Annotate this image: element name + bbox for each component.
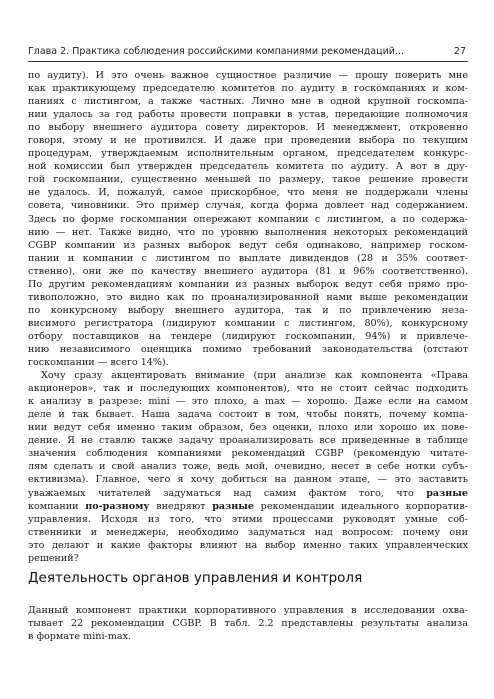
text-line: нию — нет. Также видно, что по уровню выполнения некоторых рекомендаций: [28, 226, 468, 238]
header-rule: [28, 61, 468, 62]
text-line: по выбору внешнего аудитора совету директоров. И менеджмент, откровенно: [28, 122, 468, 134]
bold-term: разные: [212, 500, 254, 512]
text-line: тивоположно, это видно как по проанализированной нами выше рекомендации: [28, 291, 468, 303]
page-number: 27: [453, 46, 466, 57]
text-fragment: внедряют: [156, 500, 206, 512]
text-line: говоря, этому и не противился. И даже при проведении выбора по текущим: [28, 135, 468, 147]
text-line: ственно), они же по качеству внешнего аудитора (81 и 96% соответственно).: [28, 265, 468, 277]
text-line: нии удалось за год работы провести поправки в устав, передающие полномочия: [28, 109, 468, 121]
text-line: паниях с листингом, а также частных. Лично мне в одной крупной госкомпа-: [28, 96, 468, 108]
chapter-title: Глава 2. Практика соблюдения российскими компаниями рекомендаций...: [28, 46, 404, 57]
text-line: акционеров», так и последующих компонентов), что не стоит сейчас подходить: [28, 383, 468, 395]
text-line: Хочу сразу акцентировать внимание (при анализе как компонента «Права: [41, 370, 468, 382]
text-line: лям сделать и свой анализ тоже, ведь мой, очевидно, несет в себе нотки субъ-: [28, 461, 468, 473]
text-line: по аудиту). И это очень важное сущностное различие — прошу поверить мне: [28, 70, 468, 81]
text-line: управления. Исходя из того, что этими процессами руководят умные соб-: [28, 513, 468, 525]
text-line: отбору поставщиков на тендере (лидируют госкомпании, 94%) и привлече-: [28, 330, 468, 342]
text-line: значения соблюдения компаниями рекомендаций CGBP (рекомендую читате-: [28, 448, 468, 460]
text-line: пании и компании с листингом по выплате дивидендов (28 и 35% соответ-: [28, 252, 468, 264]
text-line: не удалось. И, пожалуй, самое прискорбное, что меня не поддержали члены: [28, 187, 468, 199]
text-line: гой госкомпании, существенно меньшей по размеру, такое решение провести: [28, 174, 468, 186]
paragraph-2: [28, 369, 468, 565]
text-line: в формате mini-max.: [28, 631, 132, 643]
text-line: ной комиссии был утвержден председатель комитета по аудиту. А вот в дру-: [28, 161, 468, 173]
text-fragment: уважаемых читателей задуматься над самим фактом того, что: [28, 487, 414, 499]
text-fragment: компании: [28, 500, 79, 512]
text-line: решений?: [28, 552, 79, 564]
text-line: ственники и менеджеры, необходимо задуматься над вопросом: почему они: [28, 526, 468, 538]
text-line: нию независимого оценщика помимо требований законодательства (отстают: [28, 343, 468, 355]
text-line: по конкурсному выбору внешнего аудитора, так и по привлечению неза-: [28, 304, 468, 316]
text-line: Здесь по форме госкомпании опережают компании с листингом, а по содержа-: [28, 213, 468, 225]
section-heading: Деятельность органов управления и контроля: [28, 570, 363, 586]
body-text: [28, 69, 468, 565]
text-line-mixed: [28, 487, 468, 500]
text-line: к анализу в разрезе: mini — это плохо, а max — хорошо. Даже если на самом: [28, 396, 468, 408]
running-header: [28, 46, 466, 57]
paragraph-1: [28, 69, 468, 369]
text-line: нии ведут себя именно таким образом, без оценки, плохо или хорошо их пове-: [28, 422, 468, 434]
text-line: как практикующему председателю комитетов по аудиту в госкомпаниях и ком-: [28, 83, 468, 95]
text-line-mixed: [28, 500, 468, 513]
bold-term: разные: [426, 487, 468, 499]
text-line: госкомпании — всего 14%).: [28, 357, 169, 369]
bold-term: по-разному: [85, 500, 150, 512]
text-line: дение. Я не ставлю также задачу проанализировать все приведенные в таблице: [28, 435, 468, 447]
text-line: висимого регистратора (лидируют компании с листингом, 80%), конкурсному: [28, 317, 468, 329]
text-fragment: рекомендации идеального корпоратив-: [260, 500, 469, 512]
text-line: ективизма). Главное, чего я хочу добиться на данном этапе, — это заставить: [28, 474, 468, 486]
text-line: деле и так бывает. Наша задача состоит в том, чтобы понять, почему компа-: [28, 409, 468, 421]
text-line: Данный компонент практики корпоративного управления в исследовании охва-: [28, 605, 468, 616]
section-body: [28, 604, 468, 643]
text-line: совета, чиновники. Это пример случая, когда форма довлеет над содержанием.: [28, 200, 468, 212]
text-line: тывает 22 рекомендации CGBP. В табл. 2.2 представлены результаты анализа: [28, 618, 468, 630]
text-line: это делают и какие факторы влияют на выбор именно таких управленческих: [28, 539, 468, 551]
text-line: процедурам, утверждаемым исполнительным органом, председателем конкурс-: [28, 148, 468, 160]
text-line: По другим рекомендациям компании из разных выборок ведут себя прямо про-: [28, 278, 468, 290]
text-line: CGBP компании из разных выборок ведут себя одинаково, например госком-: [28, 239, 468, 251]
